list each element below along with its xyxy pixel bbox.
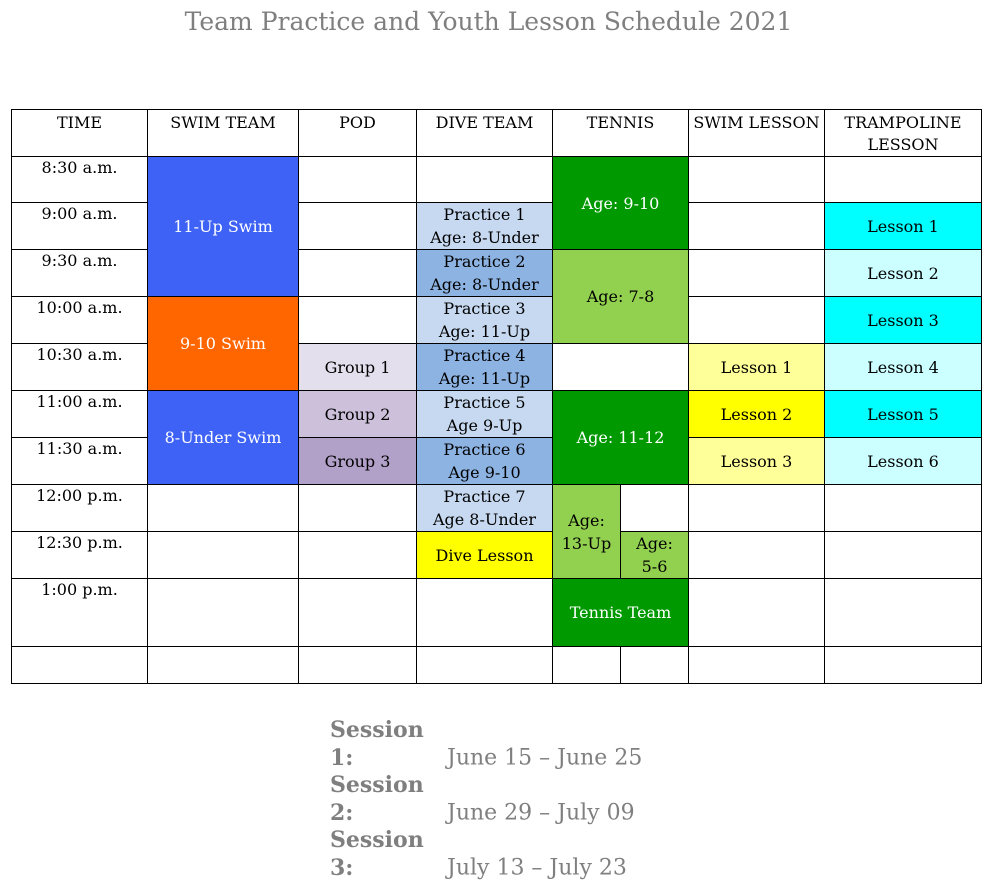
swim-9-10-block: 9-10 Swim	[148, 297, 299, 391]
empty-cell	[689, 485, 825, 532]
dive-practice-7	[417, 485, 553, 532]
dive-practice-title: Practice 1	[443, 205, 526, 224]
dive-practice-4	[417, 344, 553, 391]
empty-cell	[417, 647, 553, 684]
dive-practice-title: Practice 7	[443, 487, 526, 506]
session-label: Session 3:	[330, 827, 424, 881]
dive-practice-2	[417, 250, 553, 297]
tennis-age-value: 13-Up	[561, 533, 612, 553]
empty-cell	[299, 157, 417, 203]
empty-cell	[299, 250, 417, 297]
session-line	[330, 717, 642, 772]
dive-practice-title: Practice 2	[443, 252, 526, 271]
table-row	[12, 391, 982, 438]
header-trampoline: TRAMPOLINE LESSON	[825, 110, 982, 157]
page-title: Team Practice and Youth Lesson Schedule 2021	[184, 7, 793, 36]
tennis-age-11-12-block: Age: 11-12	[553, 391, 689, 485]
tennis-team-block: Tennis Team	[553, 579, 689, 647]
header-swim-lesson: SWIM LESSON	[689, 110, 825, 157]
swim-lesson-2: Lesson 2	[689, 391, 825, 438]
empty-cell	[299, 203, 417, 250]
table-row	[12, 485, 982, 532]
time-label: 11:30 a.m.	[12, 438, 148, 485]
tennis-age-5-6-block	[621, 532, 689, 579]
trampoline-lesson-1: Lesson 1	[825, 203, 982, 250]
table-row	[12, 647, 982, 684]
header-pod: POD	[299, 110, 417, 157]
empty-cell	[689, 157, 825, 203]
dive-practice-age: Age: 8-Under	[430, 275, 539, 294]
time-label: 9:30 a.m.	[12, 250, 148, 297]
time-label: 8:30 a.m.	[12, 157, 148, 203]
time-label: 10:00 a.m.	[12, 297, 148, 344]
tennis-age-13-up-block	[553, 485, 621, 579]
time-label: 9:00 a.m.	[12, 203, 148, 250]
empty-cell	[825, 647, 982, 684]
pod-group-2: Group 2	[299, 391, 417, 438]
trampoline-lesson-3: Lesson 3	[825, 297, 982, 344]
session-dates	[330, 717, 642, 882]
tennis-age-label: Age:	[568, 510, 605, 530]
tennis-age-label: Age:	[636, 534, 673, 553]
session-line	[330, 827, 642, 882]
dive-practice-6	[417, 438, 553, 485]
dive-practice-title: Practice 5	[443, 393, 526, 412]
header-row	[12, 110, 982, 157]
empty-cell	[148, 485, 299, 532]
session-dates-value: June 29 – July 09	[447, 800, 635, 826]
session-line	[330, 772, 642, 827]
swim-8-under-block: 8-Under Swim	[148, 391, 299, 485]
empty-cell	[621, 485, 689, 532]
trampoline-lesson-4: Lesson 4	[825, 344, 982, 391]
schedule-table	[11, 109, 982, 684]
empty-cell	[825, 157, 982, 203]
dive-practice-title: Practice 4	[443, 346, 526, 365]
table-row	[12, 157, 982, 203]
session-label: Session 1:	[330, 717, 424, 771]
dive-lesson-block: Dive Lesson	[417, 532, 553, 579]
empty-cell	[689, 203, 825, 250]
dive-practice-3	[417, 297, 553, 344]
session-dates-value: July 13 – July 23	[447, 855, 627, 881]
empty-cell	[299, 297, 417, 344]
dive-practice-age: Age: 11-Up	[438, 322, 531, 341]
empty-cell	[689, 250, 825, 297]
pod-group-1: Group 1	[299, 344, 417, 391]
table-row	[12, 579, 982, 647]
empty-cell	[825, 532, 982, 579]
empty-cell	[148, 579, 299, 647]
empty-cell	[553, 344, 689, 391]
time-label: 1:00 p.m.	[12, 579, 148, 647]
empty-cell	[825, 579, 982, 647]
empty-cell	[299, 579, 417, 647]
empty-cell	[825, 485, 982, 532]
dive-practice-title: Practice 3	[443, 299, 526, 318]
trampoline-lesson-6: Lesson 6	[825, 438, 982, 485]
empty-cell	[417, 579, 553, 647]
empty-cell	[689, 297, 825, 344]
header-tennis: TENNIS	[553, 110, 689, 157]
time-label: 12:30 p.m.	[12, 532, 148, 579]
dive-practice-5	[417, 391, 553, 438]
session-label: Session 2:	[330, 772, 424, 826]
time-label: 11:00 a.m.	[12, 391, 148, 438]
dive-practice-age: Age 9-Up	[446, 416, 523, 435]
empty-cell	[148, 647, 299, 684]
trampoline-lesson-2: Lesson 2	[825, 250, 982, 297]
dive-practice-age: Age 9-10	[448, 463, 521, 482]
swim-lesson-1: Lesson 1	[689, 344, 825, 391]
swim-11-up-block: 11-Up Swim	[148, 157, 299, 297]
dive-practice-age: Age: 11-Up	[438, 369, 531, 388]
swim-lesson-3: Lesson 3	[689, 438, 825, 485]
tennis-age-value: 5-6	[641, 557, 668, 576]
dive-practice-age: Age 8-Under	[432, 510, 537, 529]
session-dates-value: June 15 – June 25	[447, 745, 643, 771]
dive-practice-age: Age: 8-Under	[430, 228, 539, 247]
header-time: TIME	[12, 110, 148, 157]
pod-group-3: Group 3	[299, 438, 417, 485]
table-row	[12, 297, 982, 344]
table-row	[12, 532, 982, 579]
tennis-age-7-8-block: Age: 7-8	[553, 250, 689, 344]
dive-practice-1	[417, 203, 553, 250]
empty-cell	[689, 579, 825, 647]
time-label: 10:30 a.m.	[12, 344, 148, 391]
dive-practice-title: Practice 6	[443, 440, 526, 459]
empty-cell	[553, 647, 621, 684]
empty-cell	[299, 532, 417, 579]
header-swim-team: SWIM TEAM	[148, 110, 299, 157]
empty-cell	[148, 532, 299, 579]
header-dive-team: DIVE TEAM	[417, 110, 553, 157]
tennis-age-9-10-block: Age: 9-10	[553, 157, 689, 250]
empty-cell	[689, 647, 825, 684]
empty-cell	[417, 157, 553, 203]
empty-cell	[12, 647, 148, 684]
empty-cell	[299, 647, 417, 684]
empty-cell	[621, 647, 689, 684]
time-label: 12:00 p.m.	[12, 485, 148, 532]
trampoline-lesson-5: Lesson 5	[825, 391, 982, 438]
empty-cell	[299, 485, 417, 532]
empty-cell	[689, 532, 825, 579]
